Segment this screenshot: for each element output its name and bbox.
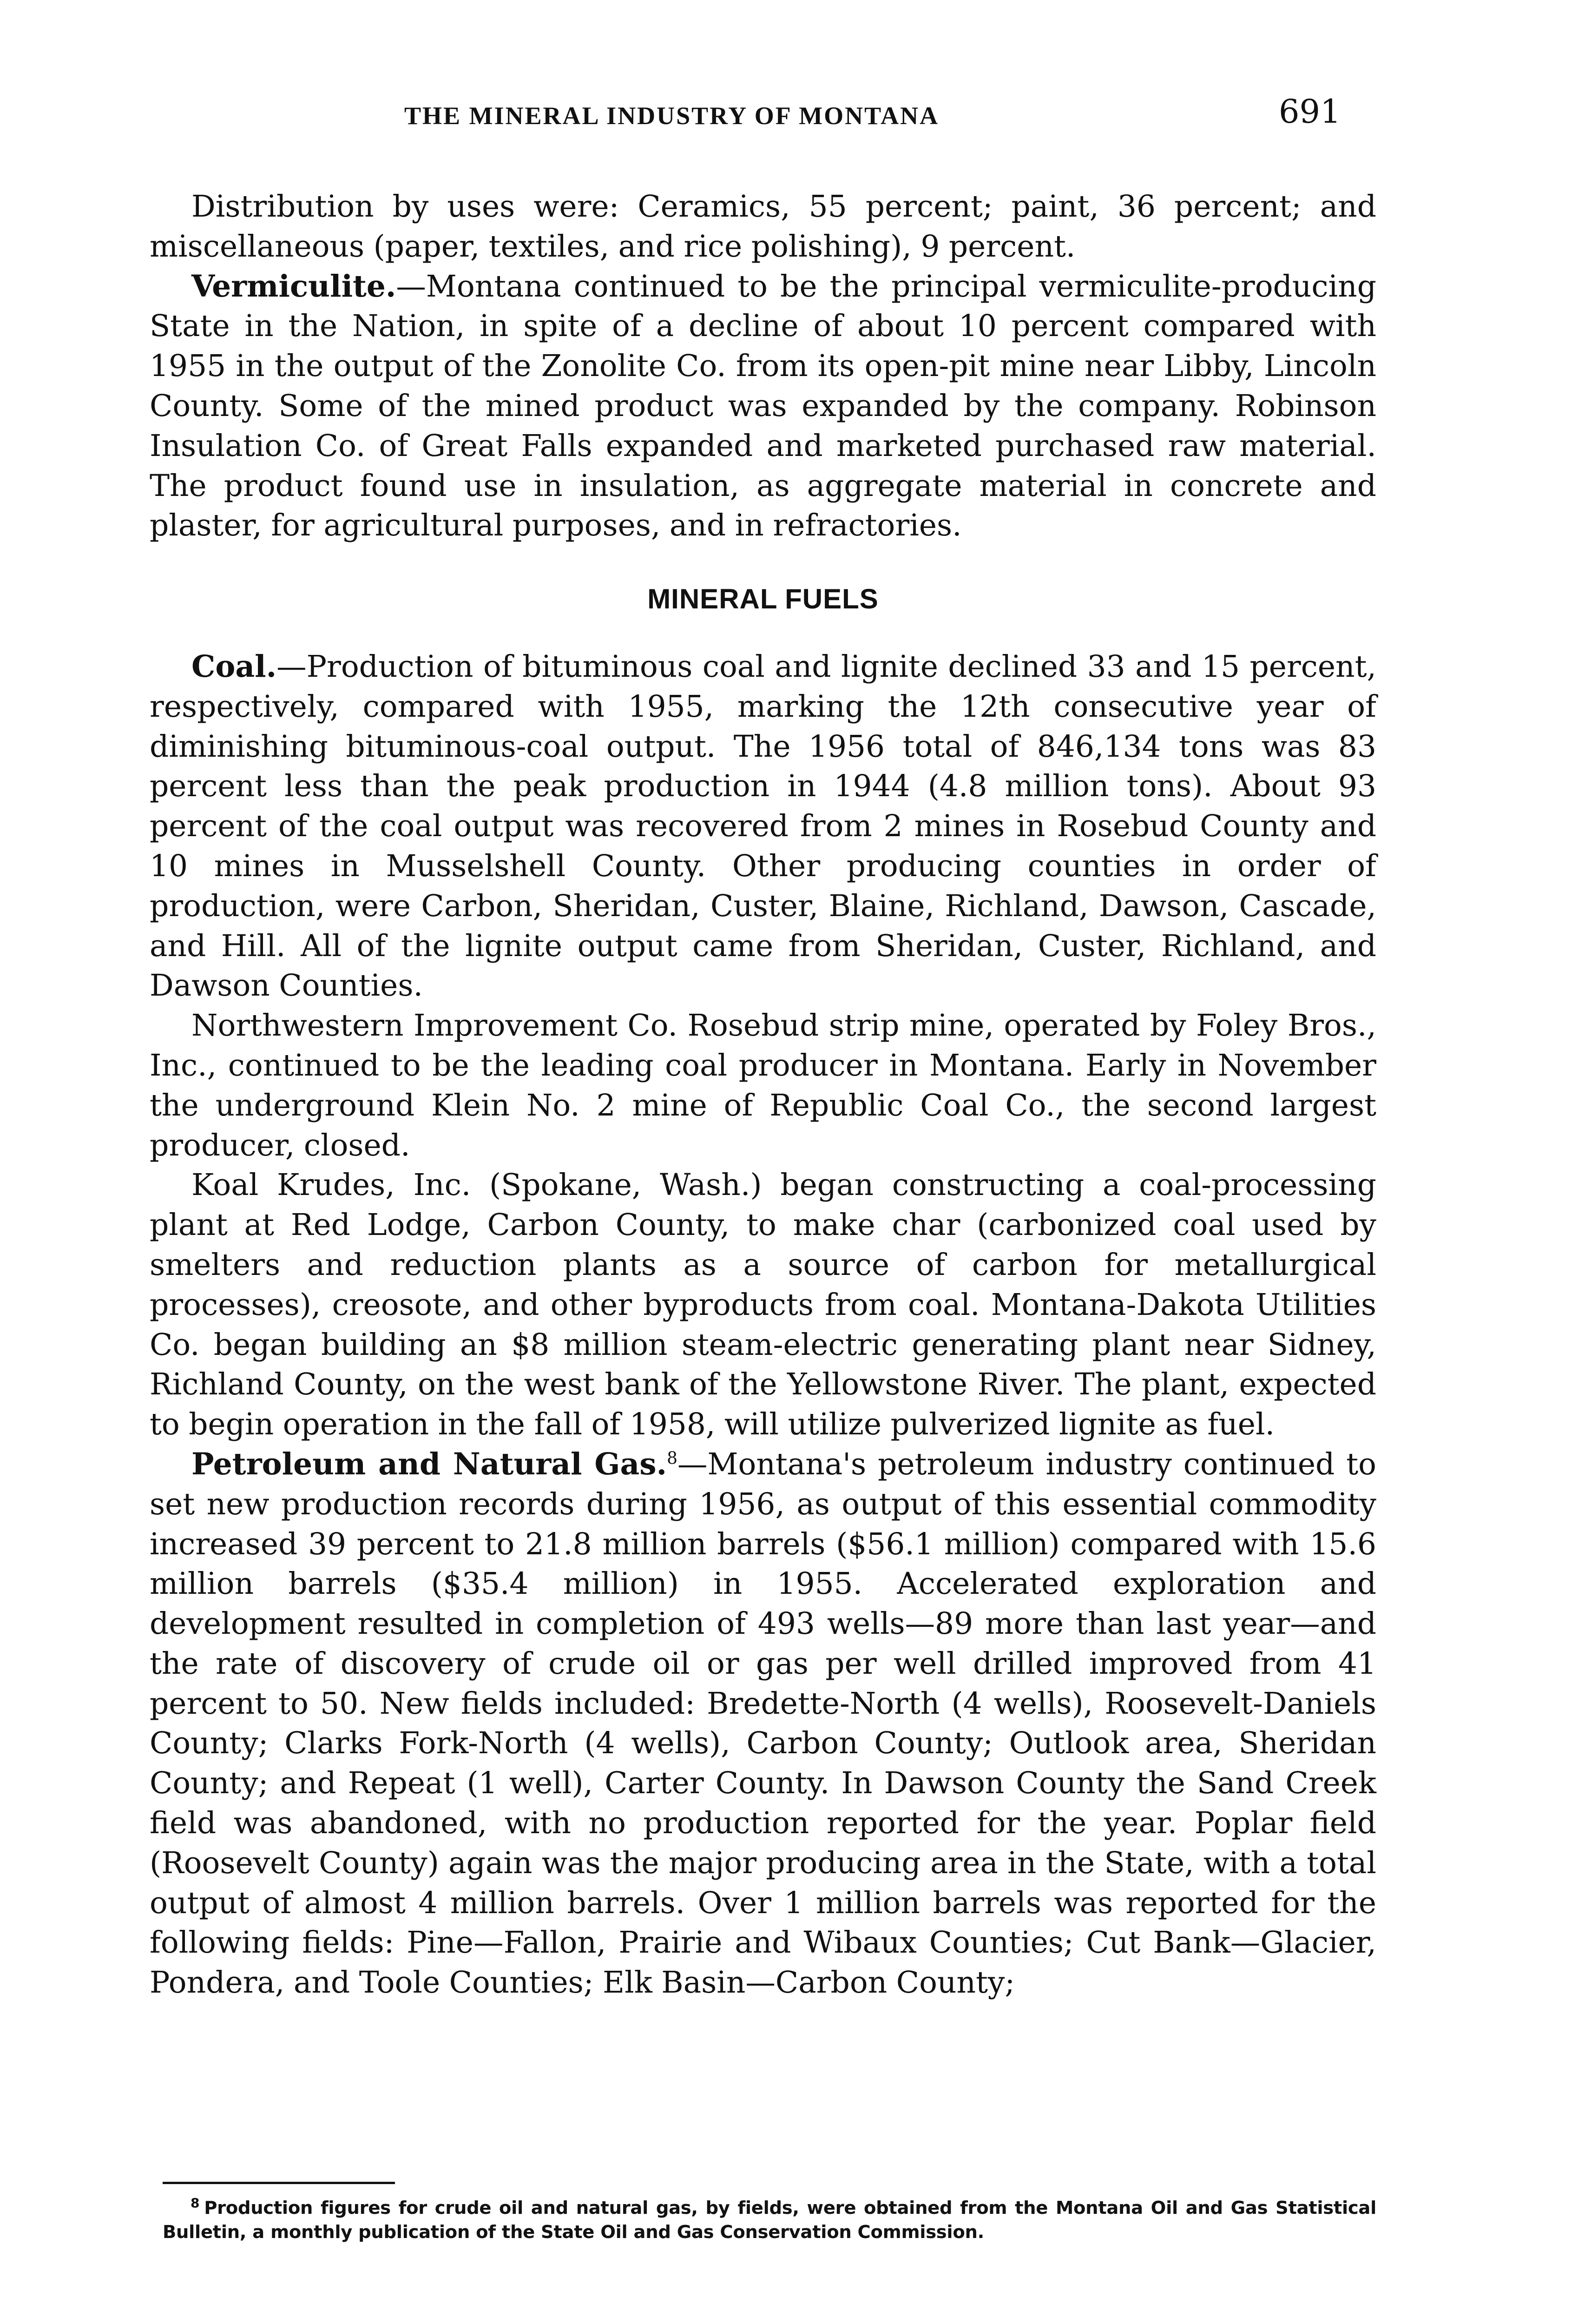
paragraph-petroleum — [150, 1445, 1376, 2003]
page-number: 691 — [1279, 92, 1341, 131]
paragraph-vermiculite — [150, 267, 1376, 546]
run-in-heading-vermiculite: Vermiculite. — [191, 268, 396, 304]
footnote-reference: 8 — [667, 1449, 677, 1468]
paragraph-coal-text: —Production of bituminous coal and lignite declined 33 and 15 percent, respectively, compared with 1955, marking the 12th consecutive year of diminishing bituminous-coal output. The 1956 total of 846,134 tons was 83 percent less than the peak production in 1944 (4.8 million tons). About 93 percent of the coal output was recovered from 2 mines in Rosebud County and 10 mines in Musselshell County. Other producing counties in order of production, were Carbon, Sheridan, Custer, Blaine, Richland, Dawson, Cascade, and Hill. All of the lignite output came from Sheridan, Custer, Richland, and Dawson Counties. — [150, 649, 1376, 1004]
section-heading-mineral-fuels: MINERAL FUELS — [647, 583, 879, 615]
body-text — [150, 187, 1376, 2003]
footnote-rule — [163, 2182, 395, 2184]
paragraph-vermiculite-text: —Montana continued to be the principal vermiculite-producing State in the Nation, in spite of a decline of about 10 percent compared with 1955 in the output of the Zonolite Co. from its open-pit mine near Libby, Lincoln County. Some of the mined product was expanded by the company. Robinson Insulation Co. of Great Falls expanded and marketed purchased raw material. The product found use in insulation, as aggregate material in concrete and plaster, for agricultural purposes, and in refractories. — [150, 269, 1376, 543]
footnote-mark: 8 — [191, 2195, 200, 2211]
run-in-heading-petroleum: Petroleum and Natural Gas. — [191, 1446, 667, 1482]
paragraph-petroleum-text: —Montana's petroleum industry continued to set new production records during 1956, as output of this essential commodity increased 39 percent to 21.8 million barrels ($56.1 million) compared with 15.6 million barrels ($35.4 million) in 1955. Accelerated exploration and development resulted in completion of 493 wells—89 more than last year—and the rate of discovery of crude oil or gas per well drilled improved from 41 percent to 50. New fields included: Bredette-North (4 wells), Roosevelt-Daniels County; Clarks Fork-North (4 wells), Carbon County; Outlook area, Sheridan County; and Repeat (1 well), Carter County. In Dawson County the Sand Creek field was abandoned, with no production reported for the year. Poplar field (Roosevelt County) again was the major producing area in the State, with a total output of almost 4 million barrels. Over 1 million barrels was reported for the following fields: Pine—Fallon, Prairie and Wibaux Counties; Cut Bank—Glacier, Pondera, and Toole Counties; Elk Basin—Carbon County; — [150, 1446, 1376, 2000]
footnote-text: Production figures for crude oil and natural gas, by fields, were obtained from the Montana Oil and Gas Statistical Bulletin, a monthly publication of the State Oil and Gas Conservation Commission. — [163, 2198, 1376, 2243]
paragraph-koal-krudes: Koal Krudes, Inc. (Spokane, Wash.) began constructing a coal-processing plant at Red Lodge, Carbon County, to make char (carbonized coal used by smelters and reduction plants as a source of carbon for metallurgical processes), creosote, and other byproducts from coal. Montana-Dakota Utilities Co. began building an $8 million steam-electric generating plant near Sidney, Richland County, on the west bank of the Yellowstone River. The plant, expected to begin operation in the fall of 1958, will utilize pulverized lignite as fuel. — [150, 1168, 1376, 1442]
footnote — [163, 2196, 1376, 2245]
running-head: THE MINERAL INDUSTRY OF MONTANA — [404, 102, 940, 130]
paragraph-distribution: Distribution by uses were: Ceramics, 55 percent; paint, 36 percent; and miscellaneous (paper, textiles, and rice polishing), 9 percent. — [150, 189, 1376, 264]
paragraph-northwestern: Northwestern Improvement Co. Rosebud strip mine, operated by Foley Bros., Inc., continued to be the leading coal producer in Montana. Early in November the underground Klein No. 2 mine of Republic Coal Co., the second largest producer, closed. — [150, 1008, 1376, 1163]
paragraph-coal — [150, 647, 1376, 1006]
run-in-heading-coal: Coal. — [191, 648, 277, 684]
